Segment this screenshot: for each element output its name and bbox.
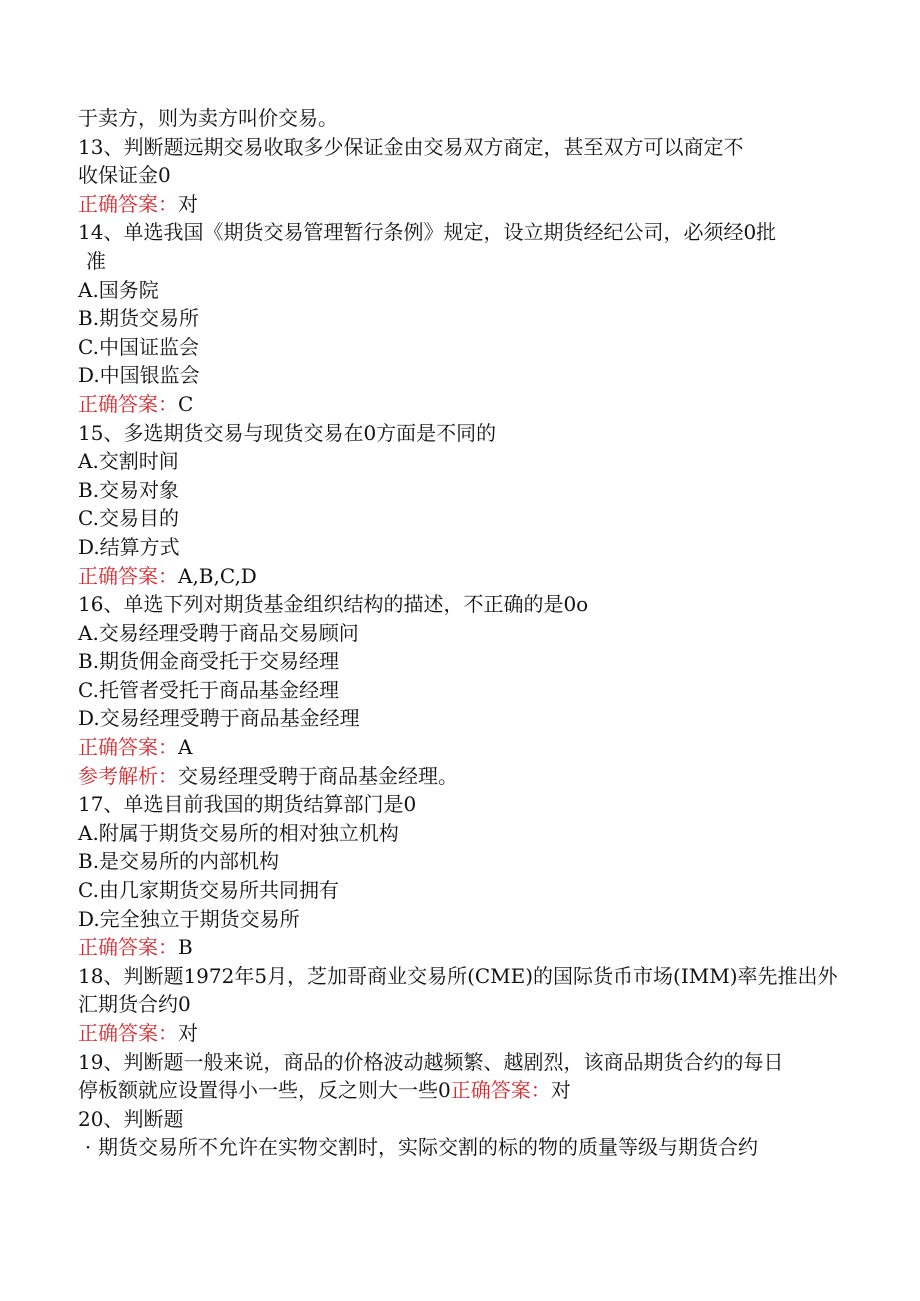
question-15-title: 15、多选期货交易与现货交易在0方面是不同的 — [78, 420, 497, 445]
option-c: C.由几家期货交易所共同拥有 — [78, 878, 339, 903]
question-14-answer — [78, 390, 848, 419]
document-page — [78, 104, 848, 1162]
answer-value: B — [178, 935, 193, 960]
question-19-text: 停板额就应设置得小一些，反之则大一些0 — [78, 1078, 451, 1103]
explanation-label: 参考解析： — [78, 763, 178, 788]
answer-value: C — [178, 391, 194, 416]
option-a: A.交割时间 — [78, 449, 179, 474]
option-d: D.交易经理受聘于商品基金经理 — [78, 706, 360, 731]
option-b: B.期货佣金商受托于交易经理 — [78, 649, 340, 674]
answer-label: 正确答案： — [78, 391, 178, 416]
answer-label: 正确答案： — [78, 563, 178, 588]
option-d: D.结算方式 — [78, 534, 180, 559]
option-a: A.附属于期货交易所的相对独立机构 — [78, 820, 399, 845]
question-17-title: 17、单选目前我国的期货结算部门是0 — [78, 792, 417, 817]
answer-label: 正确答案： — [78, 1021, 178, 1045]
option-b: B.交易对象 — [78, 477, 180, 502]
bullet-icon: · — [84, 1135, 92, 1160]
question-20-title: 20、判断题 — [78, 1106, 184, 1131]
option-c: C.托管者受托于商品基金经理 — [78, 677, 339, 702]
question-13-title-cont: 收保证金0 — [78, 163, 171, 188]
answer-value: 对 — [178, 191, 198, 216]
question-13-title: 13、判断题远期交易收取多少保证金由交易双方商定，甚至双方可以商定不 — [78, 134, 744, 159]
option-b: B.期货交易所 — [78, 306, 200, 331]
answer-label: 正确答案： — [450, 1078, 551, 1103]
question-17-answer — [78, 933, 848, 962]
question-18-title-cont: 汇期货合约0 — [78, 992, 191, 1017]
question-15-answer — [78, 562, 848, 591]
answer-value: 对 — [178, 1021, 198, 1045]
question-13-answer — [78, 190, 848, 219]
option-a: A.国务院 — [78, 277, 159, 302]
question-18-answer — [78, 1019, 848, 1048]
question-16-answer — [78, 733, 848, 762]
answer-label: 正确答案： — [78, 191, 178, 216]
option-c: C.中国证监会 — [78, 334, 199, 359]
option-d: D.完全独立于期货交易所 — [78, 906, 300, 931]
option-d: D.中国银监会 — [78, 363, 200, 388]
question-18-title: 18、判断题1972年5月，芝加哥商业交易所(CME)的国际货币市场(IMM)率先推出外 — [78, 963, 838, 988]
statement-text: 期货交易所不允许在实物交割时，实际交割的标的物的质量等级与期货合约 — [98, 1135, 758, 1160]
question-16-explanation — [78, 762, 848, 791]
answer-value: 对 — [550, 1078, 571, 1103]
answer-label: 正确答案： — [78, 935, 178, 960]
text-line: 于卖方，则为卖方叫价交易。 — [78, 106, 338, 130]
question-14-title: 14、单选我国《期货交易管理暂行条例》规定，设立期货经纪公司，必须经0批 — [78, 220, 777, 245]
option-a: A.交易经理受聘于商品交易顾问 — [78, 620, 359, 645]
question-19-title-cont — [78, 1076, 848, 1105]
question-19-title: 19、判断题一般来说，商品的价格波动越频繁、越剧烈，该商品期货合约的每日 — [78, 1049, 784, 1074]
option-c: C.交易目的 — [78, 506, 179, 531]
option-b: B.是交易所的内部机构 — [78, 849, 280, 874]
question-16-title: 16、单选下列对期货基金组织结构的描述，不正确的是0o — [78, 592, 589, 617]
answer-value: A — [178, 735, 193, 760]
explanation-text: 交易经理受聘于商品基金经理。 — [178, 763, 458, 788]
question-20-statement — [78, 1133, 848, 1162]
answer-value: A,B,C,D — [178, 563, 257, 588]
question-14-title-cont: 准 — [86, 248, 106, 273]
answer-label: 正确答案： — [78, 735, 178, 760]
